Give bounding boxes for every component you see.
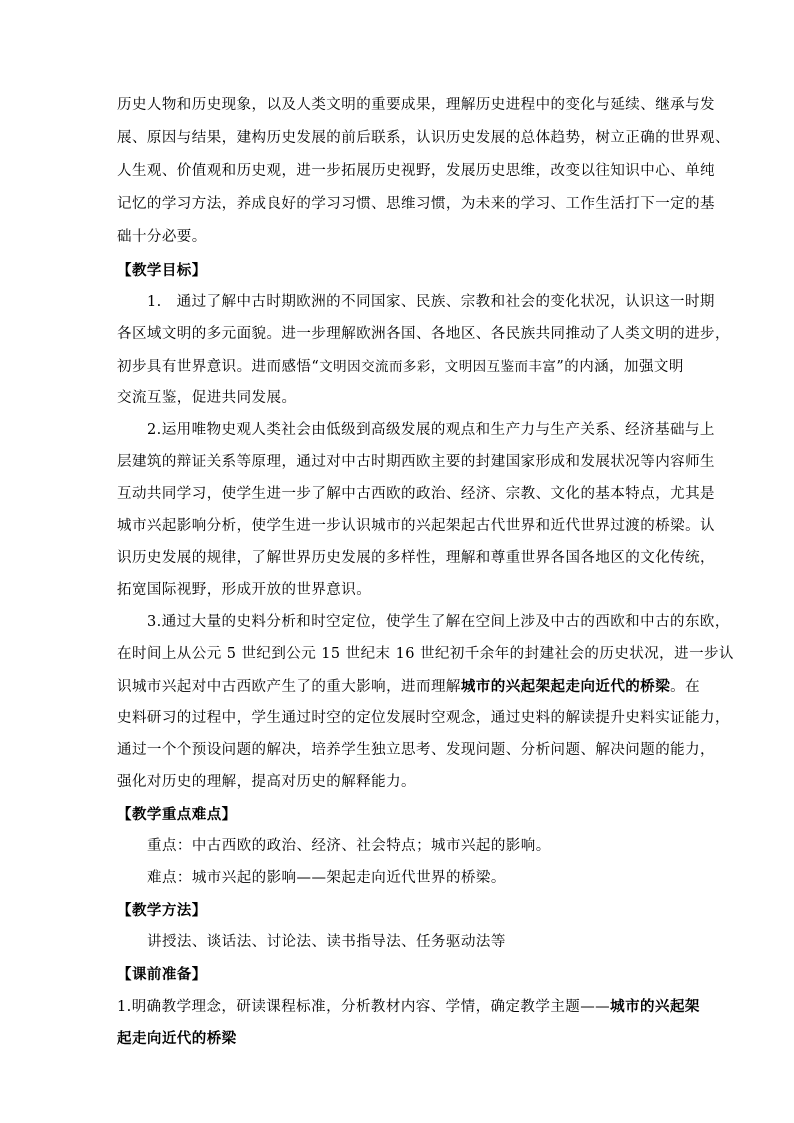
goal3-line-1: 3.通过大量的史料分析和时空定位，使学生了解在空间上涉及中古的西欧和中古的东欧，: [147, 614, 730, 630]
difficult-point: 难点：城市兴起的影响——架起走向近代世界的桥梁。: [147, 870, 506, 886]
goal3-line-3: [117, 670, 701, 704]
goal1-line-4: 交流互鉴，促进共同发展。: [117, 390, 297, 406]
methods-heading: 【教学方法】: [117, 902, 207, 919]
goal3-line-3-end: 。在: [670, 679, 701, 695]
prep-heading: 【课前准备】: [117, 966, 207, 983]
goal3-line-2: 在时间上从公元 5 世纪到公元 15 世纪末 16 世纪初千余年的封建社会的历史状况，进一步认: [117, 646, 734, 662]
goal1-line-3-end: ”的内涵，加强文明: [556, 359, 684, 375]
goal1-line-3: [117, 350, 684, 384]
key-point: 重点：中古西欧的政治、经济、社会特点；城市兴起的影响。: [147, 838, 551, 854]
prep-line-1-text: 1.明确教学理念，研读课程标准，分析教材内容、学情，确定教学主题——: [117, 999, 611, 1015]
goal3-emphasis: 城市的兴起架起走向近代的桥梁: [460, 678, 671, 695]
goal1-line-3-start: 初步具有世界意识。进而感悟“: [117, 359, 320, 375]
goal1-quote: 文明因交流而多彩，文明因互鉴而丰富: [319, 359, 557, 374]
goal2-line-5: 识历史发展的规律，了解世界历史发展的多样性，理解和尊重世界各国各地区的文化传统，: [117, 550, 715, 566]
goal2-line-3: 互动共同学习，使学生进一步了解中古西欧的政治、经济、宗教、文化的基本特点，尤其是: [117, 486, 715, 502]
prep-line-1-emphasis: 城市的兴起架: [610, 998, 700, 1015]
goal2-line-6: 拓宽国际视野，形成开放的世界意识。: [117, 582, 372, 598]
goal3-line-5: 通过一个个预设问题的解决，培养学生独立思考、发现问题、分析问题、解决问题的能力，: [117, 742, 715, 758]
goal1-line-2: 各区域文明的多元面貌。进一步理解欧洲各国、各地区、各民族共同推动了人类文明的进步，: [117, 326, 730, 342]
goal3-line-4: 史料研习的过程中，学生通过时空的定位发展时空观念，通过史料的解读提升史料实证能力，: [117, 710, 730, 726]
methods-text: 讲授法、谈话法、讨论法、读书指导法、任务驱动法等: [147, 934, 506, 950]
goal2-line-1: 2.运用唯物史观人类社会由低级到高级发展的观点和生产力与生产关系、经济基础与上: [147, 422, 715, 438]
prep-line-2: 起走向近代的桥梁: [117, 1030, 237, 1047]
intro-line-1: 历史人物和历史现象，以及人类文明的重要成果，理解历史进程中的变化与延续、继承与发: [117, 97, 715, 113]
prep-line-1: [117, 990, 700, 1024]
goal2-line-4: 城市兴起影响分析，使学生进一步认识城市的兴起架起古代世界和近代世界过渡的桥梁。认: [117, 518, 715, 534]
goal3-line-3-start: 识城市兴起对中古西欧产生了的重大影响，进而理解: [117, 679, 461, 695]
keypoints-heading: 【教学重点难点】: [117, 806, 237, 823]
goal3-line-6: 强化对历史的理解，提高对历史的解释能力。: [117, 774, 416, 790]
goal1-line-1: 1. 通过了解中古时期欧洲的不同国家、民族、宗教和社会的变化状况，认识这一时期: [147, 294, 715, 310]
intro-line-4: 记忆的学习方法，养成良好的学习习惯、思维习惯，为未来的学习、工作生活打下一定的基: [117, 196, 715, 212]
intro-line-3: 人生观、价值观和历史观，进一步拓展历史视野，发展历史思维，改变以往知识中心、单纯: [117, 163, 715, 179]
goals-heading: 【教学目标】: [117, 262, 207, 279]
intro-line-2: 展、原因与结果，建构历史发展的前后联系，认识历史发展的总体趋势，树立正确的世界观、: [117, 130, 730, 146]
intro-line-5: 础十分必要。: [117, 229, 207, 245]
goal2-line-2: 层建筑的辩证关系等原理，通过对中古时期西欧主要的封建国家形成和发展状况等内容师生: [117, 454, 715, 470]
